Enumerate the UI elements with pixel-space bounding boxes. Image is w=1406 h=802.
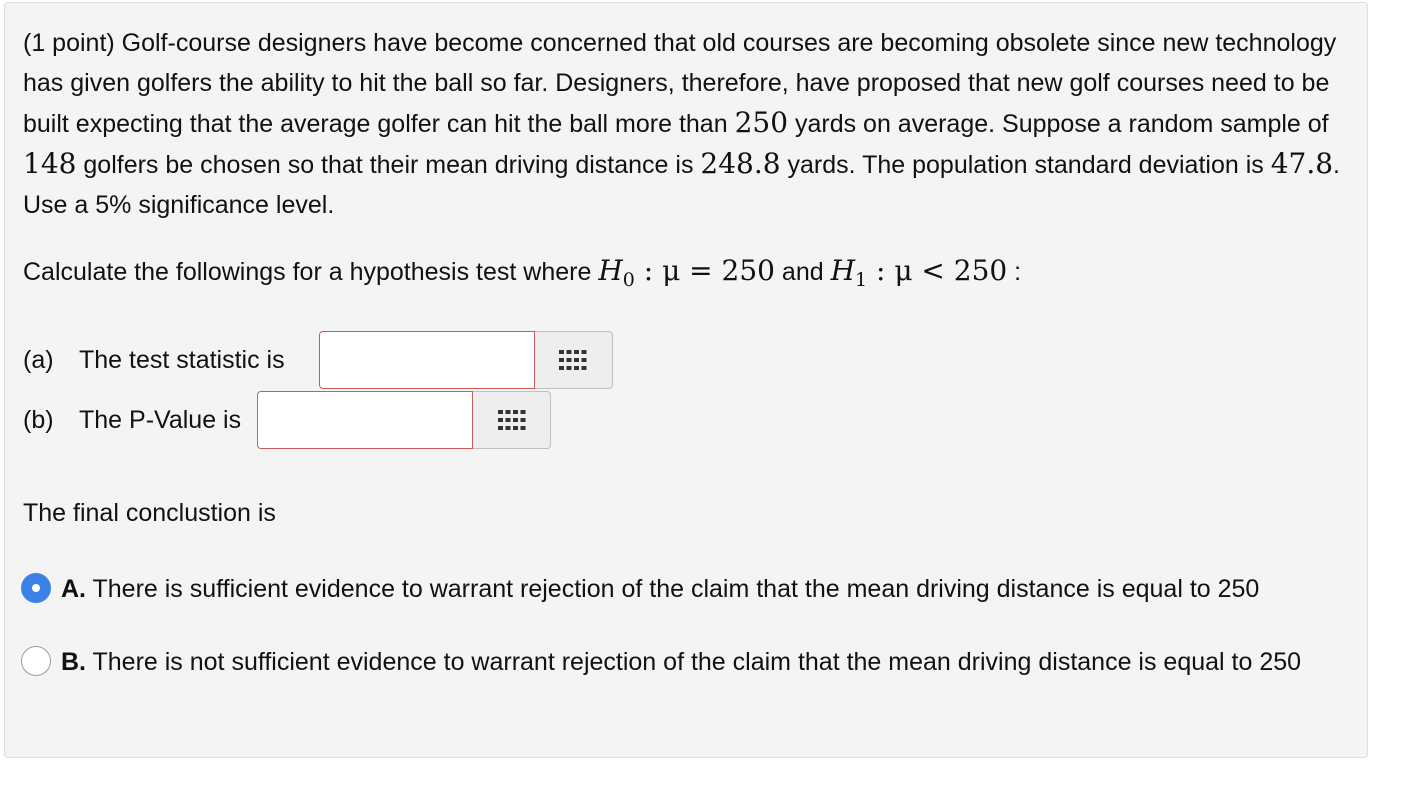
part-b-row — [23, 391, 551, 449]
test-statistic-keypad-button[interactable] — [535, 331, 613, 389]
keypad-grid-icon — [559, 350, 587, 370]
choice-a-label: There is sufficient evidence to warrant rejection of the claim that the mean driving distance is equal to 250 — [86, 575, 1260, 603]
problem-panel — [4, 2, 1368, 758]
h1-symbol: H — [830, 254, 855, 287]
hypothesis-and: and — [774, 258, 831, 286]
statement-text: yards. The population standard deviation is — [780, 151, 1271, 179]
choice-a-text — [61, 571, 1351, 607]
problem-statement — [23, 23, 1353, 225]
part-b-label: (b) — [23, 405, 54, 434]
part-a-label: (a) — [23, 345, 54, 374]
h0-symbol: H — [598, 254, 623, 287]
statement-text: golfers be chosen so that their mean driving distance is — [76, 151, 701, 179]
statement-text: (1 point) Golf-course designers have become concerned that old courses are becoming obsolete since new technology has given golfers the ability to hit the ball so far. Designers, therefore, have proposed that new golf courses need to be built expecting that the average golfer can hit the ball more than — [23, 29, 1337, 138]
math-value: 148 — [23, 147, 77, 180]
hypothesis-prefix: Calculate the followings for a hypothesis test where — [23, 258, 599, 286]
part-a-text: The test statistic is — [79, 345, 285, 374]
math-value: 248.8 — [700, 147, 781, 180]
h0-subscript: 0 — [622, 269, 635, 291]
p-value-input[interactable] — [257, 391, 473, 449]
choice-b-text — [61, 644, 1351, 680]
hypothesis-suffix: : — [1007, 258, 1022, 286]
h1-expression: : μ < 250 — [867, 254, 1008, 287]
choice-a-letter: A. — [61, 575, 86, 603]
keypad-grid-icon — [498, 410, 526, 430]
statement-text: . Use a 5% significance level. — [23, 151, 1340, 219]
choice-a[interactable] — [21, 571, 1351, 607]
math-value: 250 — [734, 106, 789, 139]
choice-b-letter: B. — [61, 648, 86, 676]
p-value-keypad-button[interactable] — [473, 391, 551, 449]
choice-b-label: There is not sufficient evidence to warrant rejection of the claim that the mean driving distance is equal to 250 — [86, 648, 1302, 676]
test-statistic-input[interactable] — [319, 331, 535, 389]
math-value: 47.8 — [1270, 147, 1334, 180]
statement-text: yards on average. Suppose a random sample of — [788, 110, 1329, 138]
h1-subscript: 1 — [855, 269, 868, 291]
choice-a-radio[interactable] — [21, 573, 51, 603]
conclusion-heading: The final conclustion is — [23, 499, 276, 527]
hypothesis-statement — [23, 251, 1353, 294]
part-b-text: The P-Value is — [79, 405, 242, 434]
part-a-row — [23, 331, 613, 389]
h0-expression: : μ = 250 — [634, 254, 775, 287]
choice-b[interactable] — [21, 644, 1351, 680]
choice-b-radio[interactable] — [21, 646, 51, 676]
